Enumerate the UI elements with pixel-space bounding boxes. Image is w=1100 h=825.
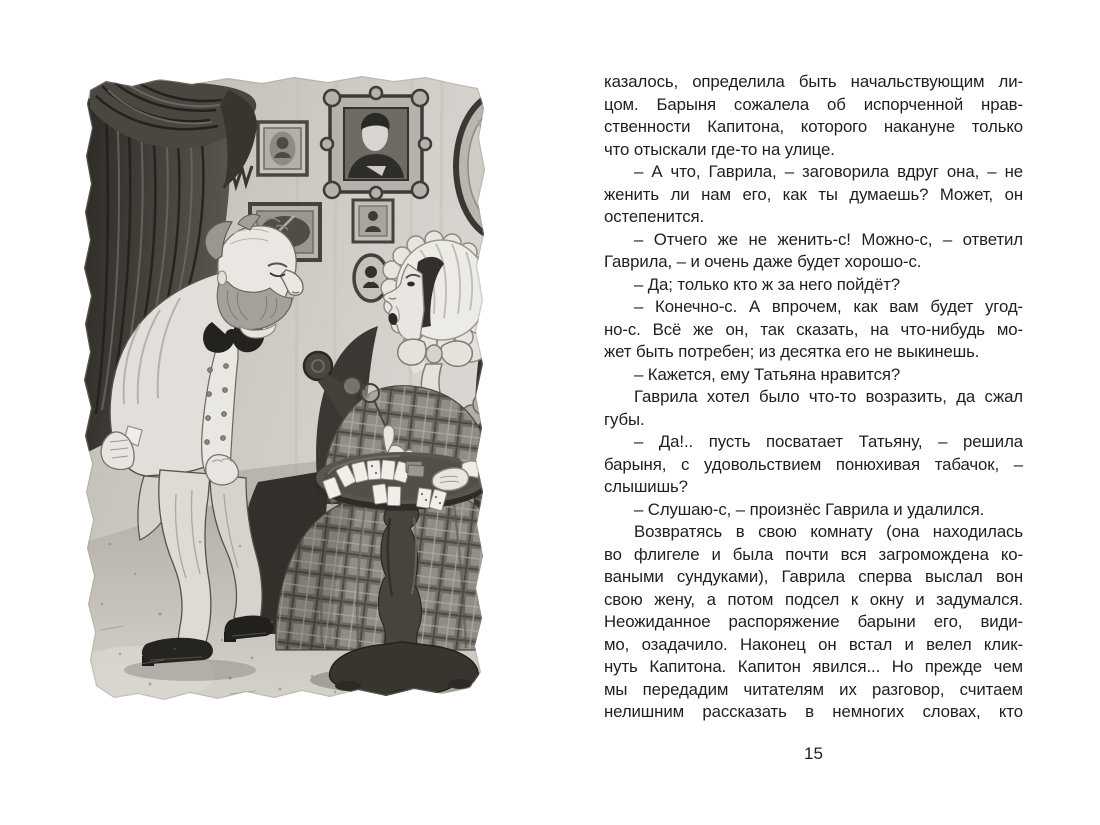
portrait-frame-oval-lady [258, 122, 307, 175]
text-column [604, 71, 1023, 724]
text-line: – Да!.. пусть посватает Татьяну, – решила [634, 432, 1023, 451]
text-line: Гаврила хотел было что-то возразить, да сжал [634, 387, 1023, 406]
book-illustration [80, 74, 492, 708]
paragraph [604, 161, 1023, 229]
paragraph [604, 229, 1023, 274]
text-line: ственности Капитона, которого накануне только [604, 117, 1023, 136]
text-line: жет быть потребен; из десятка его не выкинешь. [604, 342, 980, 361]
small-portrait-frame [353, 200, 393, 242]
text-line: Неожиданное распоряжение барыни его, види- [604, 612, 1023, 631]
text-line: слышишь? [604, 477, 688, 496]
text-line: цом. Барыня сожалела об испорченной нрав- [604, 94, 1023, 114]
paragraph [604, 499, 1023, 522]
text-line: во флигеле и была почти вся загромождена ко- [604, 544, 1023, 564]
paragraph [604, 521, 1023, 724]
text-line: – Кажется, ему Татьяна нравится? [634, 364, 901, 384]
text-line: – Отчего же не женить-с! Можно-с, – ответил [634, 229, 1023, 249]
paragraph [604, 364, 1023, 387]
paragraph [604, 71, 1023, 161]
page-number: 15 [804, 744, 823, 763]
text-line: женить ли нам его, как ты думаешь? Может, он [604, 184, 1023, 204]
text-line: – А что, Гаврила, – заговорила вдруг она, – не [634, 162, 1023, 181]
text-line: мы передадим читателям их разговор, считаем [604, 679, 1023, 699]
paragraph [604, 296, 1023, 364]
text-line: остепенится. [604, 207, 705, 226]
text-line: что отыскали где-то на улице. [604, 139, 835, 159]
text-line: губы. [604, 409, 645, 429]
paragraph [604, 274, 1023, 297]
paragraph [604, 431, 1023, 499]
paragraph [604, 386, 1023, 431]
text-line: – Слушаю-с, – произнёс Гаврила и удалился. [634, 499, 985, 519]
text-line: Возвратясь в свою комнату (она находилась [634, 522, 1023, 541]
text-line: свою жену, а потом подсел к окну и задумался. [604, 589, 1023, 609]
text-line: Гаврила, – и очень даже будет хорошо-с. [604, 252, 922, 271]
text-line: но-с. Всё же он, так сказать, на что-нибудь мо- [604, 319, 1023, 339]
text-line: нуть Капитона. Капитон явился... Но прежде чем [604, 657, 1023, 676]
text-line: – Да; только кто ж за него пойдёт? [634, 274, 901, 294]
portrait-frame-ornate-young-man [321, 87, 431, 199]
text-line: мо, озадачило. Наконец он встал и велел клик- [604, 634, 1023, 654]
text-line: барыня, с удовольствием понюхивая табачок, – [604, 454, 1023, 474]
text-line: ваными сундуками), Гаврила сперва выслал вон [604, 567, 1023, 586]
text-line: нелишним рассказать в немногих словах, кто [604, 702, 1023, 721]
text-line: казалось, определила быть начальствующим ли- [604, 72, 1023, 91]
text-line: – Конечно-с. А впрочем, как вам будет угод- [634, 297, 1023, 316]
